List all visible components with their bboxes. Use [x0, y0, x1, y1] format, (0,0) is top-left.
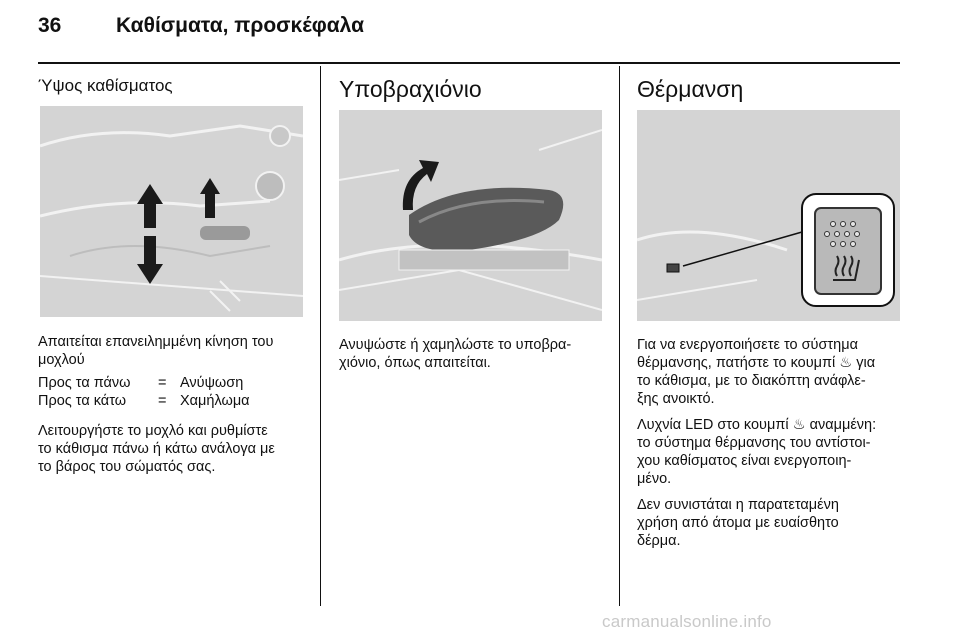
- armrest-figure: [339, 110, 602, 321]
- section-heading-heating: Θέρμανση: [637, 76, 744, 102]
- action-cell: Χαμήλωμα: [180, 393, 250, 409]
- heating-text: [637, 336, 905, 558]
- table-row: [38, 392, 250, 410]
- heating-paragraph-1: Για να ενεργοποιήσετε το σύστημα θέρμανσης, πατήστε το κουμπί ♨ για το κάθισμα, με το διακόπτη ανάφλε- ξης ανοικτό.: [637, 337, 876, 407]
- chapter-title: Καθίσματα, προσκέφαλα: [116, 14, 364, 37]
- seat-height-intro: [38, 333, 306, 377]
- equals-cell: =: [158, 393, 167, 409]
- heating-paragraph-2: Λυχνία LED στο κουμπί ♨ αναμμένη: το σύστημα θέρμανσης του αντίστοι- χου καθίσματος είναι ενεργοποιη- μένο.: [637, 417, 877, 487]
- direction-cell: Προς τα πάνω: [38, 375, 131, 391]
- section-heading-seat-height: Ύψος καθίσματος: [38, 76, 173, 95]
- body-text: Ανυψώστε ή χαμηλώστε το υποβρα- χιόνιο, όπως απαιτείται.: [339, 337, 572, 371]
- page-header: [38, 14, 364, 38]
- section-heading-armrest: Υποβραχιόνιο: [339, 76, 482, 102]
- equals-cell: =: [158, 375, 167, 391]
- table-row: [38, 374, 250, 392]
- page-number: 36: [38, 14, 62, 37]
- armrest-body: [339, 336, 607, 380]
- column-divider: [320, 66, 321, 606]
- column-divider: [619, 66, 620, 606]
- header-rule: [38, 62, 900, 64]
- heating-paragraph-3: Δεν συνιστάται η παρατεταμένη χρήση από άτομα με ευαίσθητο δέρμα.: [637, 497, 839, 549]
- intro-text: Απαιτείται επανειλημμένη κίνηση του μοχλού: [38, 334, 274, 368]
- action-cell: Ανύψωση: [180, 375, 244, 391]
- body-text: Λειτουργήστε το μοχλό και ρυθμίστε το κάθισμα πάνω ή κάτω ανάλογα με το βάρος του σώματός σας.: [38, 423, 275, 475]
- seat-height-body: [38, 422, 306, 484]
- lever-table: [38, 374, 250, 410]
- direction-cell: Προς τα κάτω: [38, 393, 127, 409]
- seat-heating-figure: [637, 110, 900, 321]
- watermark: carmanualsonline.info: [602, 612, 772, 631]
- seat-height-figure: [40, 106, 303, 317]
